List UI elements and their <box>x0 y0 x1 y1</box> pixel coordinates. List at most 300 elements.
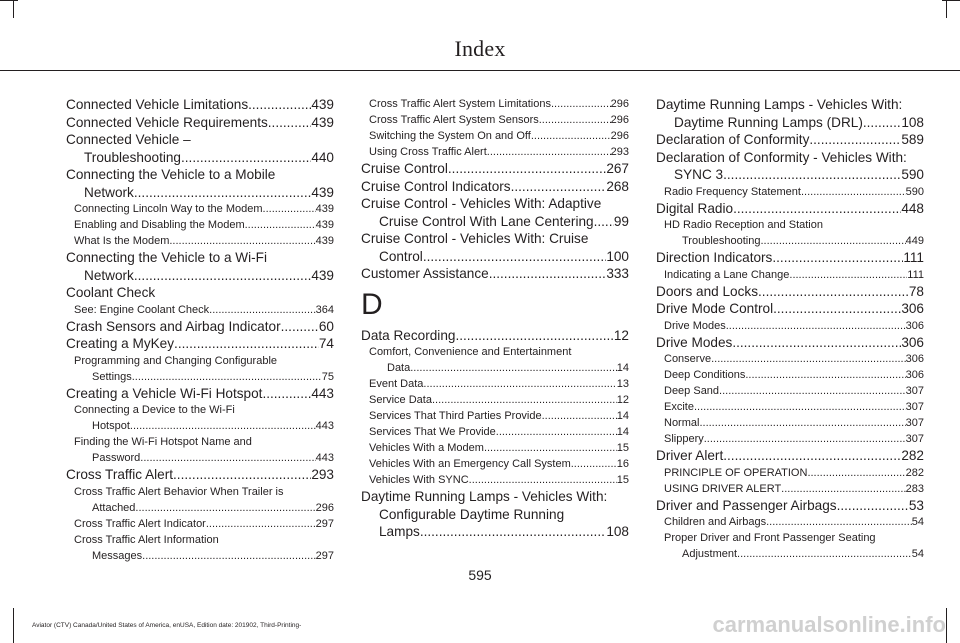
entry-row <box>74 548 334 564</box>
page-reference: 268 <box>606 178 629 194</box>
entry-row <box>66 284 334 302</box>
page-reference: 111 <box>907 268 924 281</box>
index-subentry <box>656 530 924 562</box>
crop-mark-bottom-left <box>13 608 14 643</box>
dot-leader <box>496 424 617 440</box>
index-subentry <box>656 184 924 200</box>
entry-row <box>664 383 924 399</box>
page-reference: 296 <box>610 114 629 126</box>
crop-mark-bottom-right <box>946 608 947 643</box>
entry-text: Data <box>387 362 411 374</box>
dot-leader <box>487 144 611 160</box>
entry-text: Vehicles With an Emergency Call System <box>369 458 571 470</box>
entry-row <box>66 149 334 167</box>
dot-leader <box>694 399 906 415</box>
entry-text: Network <box>84 184 134 200</box>
entry-heading-line: Daytime Running Lamps - Vehicles With: <box>656 97 903 112</box>
dot-leader <box>542 408 617 424</box>
index-subentry <box>656 399 924 415</box>
page-number: 595 <box>468 567 492 583</box>
page-reference: 296 <box>610 130 629 142</box>
entry-text: USING DRIVER ALERT <box>664 482 782 495</box>
page-reference: 12 <box>616 394 629 406</box>
dot-leader <box>723 447 901 465</box>
index-entry <box>656 149 924 184</box>
page-reference: 306 <box>905 369 924 381</box>
entry-row <box>664 351 924 367</box>
entry-text: Declaration of Conformity <box>656 132 810 147</box>
dot-leader <box>248 96 311 114</box>
entry-row <box>664 184 924 200</box>
index-entry <box>361 265 629 283</box>
entry-row <box>66 318 334 336</box>
entry-row <box>369 144 629 160</box>
entry-row <box>664 514 924 530</box>
entry-row <box>361 213 629 231</box>
entry-row <box>361 523 629 541</box>
dot-leader <box>263 201 316 217</box>
entry-row <box>66 114 334 132</box>
page-reference: 14 <box>616 426 629 438</box>
entry-row <box>74 201 334 217</box>
entry-row <box>74 516 334 532</box>
page-reference: 307 <box>905 417 924 429</box>
dot-leader <box>704 431 906 447</box>
index-entry <box>66 249 334 284</box>
entry-row <box>656 300 924 318</box>
dot-leader <box>726 318 906 334</box>
entry-text: Drive Mode Control <box>656 301 774 316</box>
entry-row <box>369 360 629 376</box>
entry-text: Vehicles With a Modem <box>369 442 484 454</box>
entry-text: SYNC 3 <box>674 167 724 182</box>
entry-heading-line: Cross Traffic Alert Information <box>74 533 219 546</box>
index-entry <box>656 249 924 267</box>
dot-leader <box>594 213 614 231</box>
page-reference: 306 <box>905 319 924 332</box>
dot-leader <box>484 440 617 456</box>
page-reference: 108 <box>901 114 924 130</box>
dot-leader <box>134 267 311 285</box>
dot-leader <box>173 466 311 484</box>
entry-row <box>369 128 629 144</box>
page-reference: 590 <box>905 185 924 198</box>
page-reference: 282 <box>901 448 924 463</box>
entry-text: Network <box>84 267 134 283</box>
entry-text: Troubleshooting <box>84 149 181 165</box>
index-subentry <box>361 344 629 376</box>
entry-row <box>369 112 629 128</box>
entry-text: Connected Vehicle Limitations <box>66 97 249 112</box>
entry-row <box>656 497 924 515</box>
entry-text: Deep Sand <box>664 385 720 397</box>
dot-leader <box>809 131 901 149</box>
index-column-3 <box>656 96 924 562</box>
entry-text: Service Data <box>369 394 432 406</box>
dot-leader <box>132 369 322 385</box>
page-reference: 16 <box>616 458 629 470</box>
page-reference: 108 <box>606 524 629 539</box>
index-entry <box>361 327 629 345</box>
entry-text: Cross Traffic Alert System Sensors <box>369 114 539 126</box>
dot-leader <box>423 376 616 392</box>
dot-leader <box>181 149 311 167</box>
dot-leader <box>772 249 903 267</box>
index-entry <box>656 334 924 352</box>
index-subentry <box>66 516 334 532</box>
entry-text: Coolant Check <box>66 285 156 300</box>
entry-row <box>74 233 334 249</box>
index-entry <box>656 131 924 149</box>
entry-text: Vehicles With SYNC <box>369 474 469 486</box>
page-title: Index <box>454 36 506 61</box>
entry-text: Using Cross Traffic Alert <box>369 146 487 158</box>
entry-row <box>656 200 924 218</box>
page-reference: 439 <box>311 97 334 112</box>
index-entry <box>656 283 924 301</box>
entry-row <box>664 465 924 481</box>
index-entry <box>656 200 924 218</box>
dot-leader <box>209 302 315 318</box>
dot-leader <box>837 497 909 515</box>
entry-row <box>74 302 334 318</box>
index-entry <box>66 96 334 114</box>
dot-leader <box>420 523 607 541</box>
entry-text: See: Engine Coolant Check <box>74 303 210 316</box>
dot-leader <box>760 233 905 249</box>
index-subentry <box>66 402 334 434</box>
page-reference: 297 <box>315 517 334 530</box>
entry-text: Settings <box>92 370 132 383</box>
entry-text: Services That Third Parties Provide <box>369 410 542 422</box>
crop-mark-top-left <box>0 0 18 1</box>
entry-row <box>74 369 334 385</box>
index-subentry <box>656 481 924 497</box>
page-reference: 448 <box>901 200 924 216</box>
index-subentry <box>361 128 629 144</box>
entry-text: Lamps <box>379 524 420 539</box>
page-reference: 439 <box>311 114 334 130</box>
page-reference: 439 <box>315 235 334 247</box>
dot-leader <box>758 283 909 301</box>
index-subentry <box>66 302 334 318</box>
entry-text: Drive Modes <box>656 334 733 350</box>
dot-leader <box>766 514 912 530</box>
page-reference: 307 <box>905 401 924 413</box>
entry-text: Digital Radio <box>656 200 734 216</box>
index-subentry <box>361 456 629 472</box>
dot-leader <box>733 200 901 218</box>
page-reference: 60 <box>318 318 334 334</box>
entry-row <box>369 392 629 408</box>
entry-text: Drive Modes <box>664 319 726 332</box>
entry-text: Event Data <box>369 378 424 390</box>
index-entry <box>66 335 334 353</box>
entry-text: Troubleshooting <box>682 235 761 247</box>
entry-heading-line: Cruise Control - Vehicles With: Cruise <box>361 231 589 246</box>
entry-heading-line: Programming and Changing Configurable <box>74 354 278 367</box>
index-entry <box>66 166 334 201</box>
crop-mark-top-right-v <box>946 0 947 18</box>
entry-heading-line: Comfort, Convenience and Entertainment <box>369 346 572 358</box>
entry-row <box>66 184 334 202</box>
index-subentry <box>361 408 629 424</box>
entry-text: Connecting Lincoln Way to the Modem <box>74 203 263 215</box>
page-reference: 293 <box>311 467 334 482</box>
page-reference: 297 <box>315 549 334 562</box>
page-reference: 306 <box>901 301 924 316</box>
index-subentry <box>656 318 924 334</box>
page-reference: 440 <box>311 149 334 165</box>
entry-text: Indicating a Lane Change <box>664 268 790 281</box>
dot-leader <box>134 184 311 202</box>
entry-heading-line: Connecting a Device to the Wi-Fi <box>74 404 235 416</box>
index-subentry <box>656 514 924 530</box>
dot-leader <box>469 472 617 488</box>
entry-heading-line: Daytime Running Lamps - Vehicles With: <box>361 489 608 504</box>
dot-leader <box>281 318 319 336</box>
dot-leader <box>711 351 906 367</box>
entry-heading-line: Connecting the Vehicle to a Mobile <box>66 167 276 182</box>
index-subentry <box>361 376 629 392</box>
index-subentry <box>66 532 334 564</box>
index-subentry <box>656 415 924 431</box>
entry-text: Cross Traffic Alert <box>66 467 174 482</box>
dot-leader <box>773 300 901 318</box>
page-reference: 306 <box>901 334 924 350</box>
entry-text: Cross Traffic Alert Indicator <box>74 517 206 530</box>
entry-text: Conserve <box>664 353 712 365</box>
page-reference: 439 <box>311 184 334 200</box>
page-reference: 364 <box>315 303 334 316</box>
dot-leader <box>571 456 617 472</box>
dot-leader <box>262 385 311 403</box>
entry-text: Hotspot <box>92 420 130 432</box>
index-subentry <box>66 484 334 516</box>
page-reference: 75 <box>321 370 334 383</box>
page-reference: 296 <box>610 98 629 110</box>
entry-row <box>656 283 924 301</box>
page-reference: 590 <box>901 167 924 182</box>
page-reference: 99 <box>613 213 629 229</box>
index-subentry <box>656 267 924 283</box>
entry-row <box>74 418 334 434</box>
entry-text: Driver Alert <box>656 448 724 463</box>
index-entry <box>66 318 334 336</box>
page-reference: 307 <box>905 385 924 397</box>
page-reference: 589 <box>901 132 924 147</box>
index-subentry <box>361 472 629 488</box>
entry-heading-line: Configurable Daytime Running <box>379 506 565 522</box>
entry-heading-line: Cruise Control - Vehicles With: Adaptive <box>361 196 602 211</box>
page-reference: 443 <box>315 452 334 464</box>
entry-row <box>361 178 629 196</box>
entry-text: PRINCIPLE OF OPERATION <box>664 466 808 479</box>
entry-text: Enabling and Disabling the Modem <box>74 219 245 231</box>
index-entry <box>656 96 924 131</box>
entry-text: Connected Vehicle Requirements <box>66 114 268 130</box>
index-subentry <box>66 353 334 385</box>
index-subentry <box>656 431 924 447</box>
page-reference: 54 <box>911 548 924 560</box>
index-entry <box>66 131 334 166</box>
entry-row <box>664 481 924 497</box>
page-reference: 439 <box>315 203 334 215</box>
entry-row <box>656 334 924 352</box>
page-reference: 449 <box>905 235 924 247</box>
index-subentry <box>656 217 924 249</box>
entry-text: Services That We Provide <box>369 426 496 438</box>
index-entry <box>66 385 334 403</box>
entry-text: Crash Sensors and Airbag Indicator <box>66 318 281 334</box>
entry-row <box>361 265 629 283</box>
entry-text: Normal <box>664 417 700 429</box>
page-reference: 267 <box>606 161 629 176</box>
entry-text: Password <box>92 452 141 464</box>
entry-heading-line: Connected Vehicle – <box>66 132 191 147</box>
entry-text: Control <box>379 248 423 264</box>
entry-row <box>369 456 629 472</box>
entry-row <box>66 385 334 403</box>
index-subentry <box>656 383 924 399</box>
entry-text: Driver and Passenger Airbags <box>656 497 837 513</box>
entry-row <box>369 424 629 440</box>
index-subentry <box>66 217 334 233</box>
entry-heading-line: Finding the Wi-Fi Hotspot Name and <box>74 436 252 448</box>
entry-row <box>361 327 629 345</box>
page-reference: 78 <box>908 283 924 299</box>
dot-leader <box>245 217 316 233</box>
dot-leader <box>531 128 611 144</box>
entry-text: Cruise Control Indicators <box>361 178 511 194</box>
dot-leader <box>130 418 316 434</box>
entry-text: Cruise Control <box>361 161 448 176</box>
dot-leader <box>432 392 617 408</box>
entry-text: Attached <box>92 501 136 514</box>
index-entry <box>361 230 629 265</box>
index-subentry <box>361 144 629 160</box>
dot-leader <box>206 516 316 532</box>
index-entry <box>66 284 334 302</box>
entry-text: Adjustment <box>682 548 738 560</box>
entry-row <box>656 249 924 267</box>
entry-row <box>664 546 924 562</box>
entry-text: Cross Traffic Alert System Limitations <box>369 98 551 110</box>
page-reference: 307 <box>905 433 924 445</box>
entry-text: Direction Indicators <box>656 250 773 265</box>
entry-row <box>369 96 629 112</box>
entry-row <box>664 267 924 283</box>
page-reference: 100 <box>606 248 629 264</box>
dot-leader <box>268 114 312 132</box>
index-entry <box>656 447 924 465</box>
entry-row <box>74 500 334 516</box>
page-reference: 74 <box>318 336 334 351</box>
crop-mark-top-right <box>942 0 960 1</box>
dot-leader <box>140 450 315 466</box>
entry-row <box>664 233 924 249</box>
entry-row <box>74 450 334 466</box>
dot-leader <box>539 112 611 128</box>
entry-text: Data Recording <box>361 327 456 343</box>
page-reference: 443 <box>311 385 334 401</box>
entry-row <box>664 399 924 415</box>
index-subentry <box>361 392 629 408</box>
entry-text: Radio Frequency Statement <box>664 185 801 198</box>
entry-text: Doors and Locks <box>656 283 759 299</box>
dot-leader <box>174 335 319 353</box>
dot-leader <box>737 546 912 562</box>
section-letter: D <box>361 287 383 321</box>
entry-heading-line: HD Radio Reception and Station <box>664 219 823 231</box>
page-reference: 53 <box>908 497 924 513</box>
dot-leader <box>781 481 905 497</box>
page-reference: 439 <box>311 267 334 283</box>
dot-leader <box>745 367 905 383</box>
entry-text: Children and Airbags <box>664 516 767 528</box>
dot-leader <box>719 383 906 399</box>
dot-leader <box>789 267 907 283</box>
index-subentry <box>66 434 334 466</box>
entry-heading-line: Cross Traffic Alert Behavior When Trailer is <box>74 485 284 498</box>
index-column-1 <box>66 96 334 564</box>
index-subentry <box>66 201 334 217</box>
page-reference: 333 <box>606 266 629 281</box>
dot-leader <box>511 178 607 196</box>
page-reference: 15 <box>616 442 629 454</box>
entry-row <box>361 160 629 178</box>
crop-mark-top-left-v <box>13 0 14 18</box>
page-reference: 15 <box>616 474 629 486</box>
page-reference: 111 <box>903 250 924 265</box>
page-reference: 14 <box>616 362 629 374</box>
index-entry <box>656 497 924 515</box>
entry-text: Customer Assistance <box>361 266 489 281</box>
index-subentry <box>656 367 924 383</box>
entry-row <box>656 114 924 132</box>
index-entry <box>66 466 334 484</box>
entry-row <box>74 217 334 233</box>
index-entry <box>361 178 629 196</box>
entry-row <box>66 335 334 353</box>
index-entry <box>361 488 629 541</box>
page-reference: 282 <box>905 466 924 479</box>
entry-row <box>664 318 924 334</box>
dot-leader <box>489 265 607 283</box>
dot-leader <box>142 548 316 564</box>
entry-row <box>656 447 924 465</box>
page-reference: 14 <box>616 410 629 422</box>
entry-row <box>66 267 334 285</box>
entry-text: Cruise Control With Lane Centering <box>379 213 594 229</box>
entry-row <box>664 367 924 383</box>
index-subentry <box>361 96 629 112</box>
dot-leader <box>807 465 905 481</box>
entry-heading-line: Connecting the Vehicle to a Wi-Fi <box>66 250 267 265</box>
entry-row <box>369 408 629 424</box>
dot-leader <box>169 233 315 249</box>
page-reference: 306 <box>905 353 924 365</box>
page-reference: 283 <box>905 482 924 495</box>
entry-row <box>66 466 334 484</box>
entry-heading-line: Declaration of Conformity - Vehicles With: <box>656 149 907 165</box>
edition-footer: Aviator (CTV) Canada/United States of America, enUSA, Edition date: 201902, Third-Printing- <box>32 622 302 629</box>
entry-row <box>369 376 629 392</box>
entry-text: Excite <box>664 401 694 413</box>
entry-text: Switching the System On and Off <box>369 130 531 142</box>
page-reference: 443 <box>315 420 334 432</box>
entry-text: Slippery <box>664 433 704 445</box>
